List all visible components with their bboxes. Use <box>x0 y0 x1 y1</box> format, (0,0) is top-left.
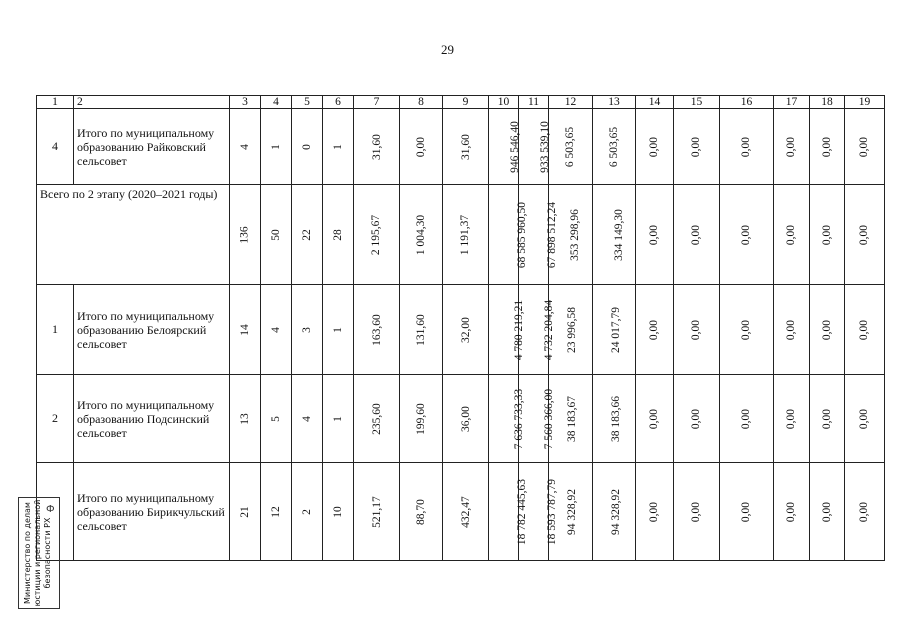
value-cell-col-19 <box>845 463 885 561</box>
value-cell-col-15-value: 0,00 <box>690 136 703 158</box>
value-cell-col-4-value: 5 <box>270 416 282 422</box>
value-cell-col-17-value: 0,00 <box>785 136 798 158</box>
value-cell-col-10-value: 68 585 960,50 <box>516 201 529 269</box>
value-cell-col-13 <box>593 185 636 285</box>
value-cell-col-6 <box>323 375 354 463</box>
value-cell-col-8 <box>400 185 443 285</box>
value-cell-col-9-value: 432,47 <box>459 496 472 528</box>
value-cell-col-16 <box>720 285 774 375</box>
value-cell-col-19-value: 0,00 <box>858 136 871 158</box>
municipality-name: Итого по муниципальному образованию Бирикчульский сельсовет <box>74 463 230 561</box>
header-cell-13: 13 <box>593 96 636 109</box>
value-cell-col-5-value: 2 <box>301 509 313 515</box>
value-cell-col-16-value: 0,00 <box>740 136 753 158</box>
value-cell-col-11 <box>519 109 549 185</box>
value-cell-col-7 <box>354 109 400 185</box>
header-cell-3: 3 <box>230 96 261 109</box>
value-cell-col-5 <box>292 109 323 185</box>
value-cell-col-15 <box>674 375 720 463</box>
value-cell-col-5-value: 22 <box>301 229 313 241</box>
value-cell-col-14 <box>636 185 674 285</box>
value-cell-col-7 <box>354 463 400 561</box>
table-row <box>37 285 885 375</box>
value-cell-col-8-value: 1 004,30 <box>415 214 427 256</box>
value-cell-col-16-value: 0,00 <box>740 224 753 246</box>
header-cell-2: 2 <box>74 96 230 109</box>
value-cell-col-15-value: 0,00 <box>690 501 703 523</box>
header-cell-5: 5 <box>292 96 323 109</box>
value-cell-col-18-value: 0,00 <box>821 136 833 158</box>
value-cell-col-13-value: 6 503,65 <box>608 126 620 168</box>
header-row <box>37 96 885 109</box>
value-cell-col-9-value: 31,60 <box>459 134 472 160</box>
value-cell-col-7-value: 163,60 <box>370 314 383 346</box>
value-cell-col-8-value: 0,00 <box>415 136 427 158</box>
value-cell-col-5-value: 0 <box>301 144 313 150</box>
value-cell-col-12-value: 353 298,96 <box>568 209 581 261</box>
value-cell-col-4-value: 4 <box>270 327 282 333</box>
value-cell-col-4-value: 50 <box>270 229 282 241</box>
value-cell-col-13-value: 94 328,92 <box>610 489 622 535</box>
stamp-text: Министерство по делам юстиции и региональной безопасности РХ <box>23 499 52 607</box>
header-cell-6: 6 <box>323 96 354 109</box>
value-cell-col-9-value: 32,00 <box>459 317 472 343</box>
value-cell-col-6 <box>323 463 354 561</box>
value-cell-col-7 <box>354 185 400 285</box>
value-cell-col-19-value: 0,00 <box>858 408 871 430</box>
value-cell-col-7 <box>354 375 400 463</box>
value-cell-col-19-value: 0,00 <box>858 501 871 523</box>
municipality-name: Итого по муниципальному образованию Белоярский сельсовет <box>74 285 230 375</box>
value-cell-col-15 <box>674 109 720 185</box>
value-cell-col-14-value: 0,00 <box>648 319 661 341</box>
value-cell-col-6-value: 28 <box>332 229 344 241</box>
value-cell-col-14 <box>636 463 674 561</box>
value-cell-col-14 <box>636 285 674 375</box>
value-cell-col-7 <box>354 285 400 375</box>
value-cell-col-4 <box>261 185 292 285</box>
header-cell-1: 1 <box>37 96 74 109</box>
value-cell-col-17-value: 0,00 <box>785 319 798 341</box>
value-cell-col-17 <box>774 185 810 285</box>
value-cell-col-4-value: 1 <box>270 144 282 150</box>
value-cell-col-18 <box>810 185 845 285</box>
value-cell-col-7-value: 2 195,67 <box>370 214 383 256</box>
page-number: 29 <box>441 42 454 57</box>
value-cell-col-19-value: 0,00 <box>858 224 871 246</box>
value-cell-col-9-value: 36,00 <box>459 406 472 432</box>
value-cell-col-19 <box>845 185 885 285</box>
value-cell-col-4-value: 12 <box>270 506 282 518</box>
value-cell-col-9 <box>443 375 489 463</box>
value-cell-col-13-value: 38 183,66 <box>610 396 622 442</box>
value-cell-col-3-value: 21 <box>239 506 251 518</box>
value-cell-col-3 <box>230 109 261 185</box>
header-cell-19: 19 <box>845 96 885 109</box>
value-cell-col-17 <box>774 463 810 561</box>
value-cell-col-3 <box>230 285 261 375</box>
value-cell-col-6-value: 1 <box>332 144 344 150</box>
value-cell-col-18-value: 0,00 <box>821 501 833 523</box>
value-cell-col-3 <box>230 463 261 561</box>
value-cell-col-15 <box>674 463 720 561</box>
value-cell-col-15 <box>674 285 720 375</box>
value-cell-col-13 <box>593 109 636 185</box>
table-row <box>37 109 885 185</box>
value-cell-col-18 <box>810 463 845 561</box>
header-cell-18: 18 <box>810 96 845 109</box>
value-cell-col-9 <box>443 185 489 285</box>
value-cell-col-14 <box>636 375 674 463</box>
value-cell-col-14-value: 0,00 <box>648 136 661 158</box>
header-cell-9: 9 <box>443 96 489 109</box>
value-cell-col-8 <box>400 109 443 185</box>
value-cell-col-9-value: 1 191,37 <box>459 214 472 256</box>
value-cell-col-6 <box>323 185 354 285</box>
value-cell-col-4 <box>261 463 292 561</box>
header-cell-4: 4 <box>261 96 292 109</box>
value-cell-col-15-value: 0,00 <box>690 408 703 430</box>
value-cell-col-7-value: 521,17 <box>370 496 383 528</box>
value-cell-col-12-value: 6 503,65 <box>564 126 577 168</box>
value-cell-col-8-value: 131,60 <box>415 314 427 346</box>
value-cell-col-3 <box>230 375 261 463</box>
value-cell-col-10 <box>489 185 529 285</box>
value-cell-col-10 <box>489 375 526 463</box>
value-cell-col-17 <box>774 285 810 375</box>
row-number: 1 <box>37 285 74 375</box>
value-cell-col-18 <box>810 375 845 463</box>
value-cell-col-5 <box>292 185 323 285</box>
value-cell-col-16 <box>720 109 774 185</box>
header-cell-7: 7 <box>354 96 400 109</box>
value-cell-col-16 <box>720 185 774 285</box>
value-cell-col-12 <box>549 109 593 185</box>
value-cell-col-9 <box>443 463 489 561</box>
value-cell-col-6-value: 10 <box>332 506 344 518</box>
value-cell-col-12-value: 94 328,92 <box>566 489 578 535</box>
value-cell-col-7-value: 31,60 <box>370 134 383 160</box>
municipality-name: Итого по муниципальному образованию Подсинский сельсовет <box>74 375 230 463</box>
value-cell-col-10 <box>489 285 526 375</box>
value-cell-col-14-value: 0,00 <box>648 501 661 523</box>
data-table <box>36 95 885 561</box>
value-cell-col-3 <box>230 185 261 285</box>
value-cell-col-13 <box>593 375 636 463</box>
value-cell-col-18 <box>810 109 845 185</box>
value-cell-col-5 <box>292 375 323 463</box>
header-cell-11: 11 <box>519 96 549 109</box>
value-cell-col-17-value: 0,00 <box>785 224 798 246</box>
value-cell-col-15 <box>674 185 720 285</box>
value-cell-col-3-value: 136 <box>239 226 251 244</box>
value-cell-col-19 <box>845 285 885 375</box>
value-cell-col-18-value: 0,00 <box>821 319 833 341</box>
value-cell-col-17 <box>774 375 810 463</box>
value-cell-col-6-value: 1 <box>332 327 344 333</box>
header-cell-14: 14 <box>636 96 674 109</box>
value-cell-col-19-value: 0,00 <box>858 319 871 341</box>
value-cell-col-16-value: 0,00 <box>740 319 753 341</box>
value-cell-col-9 <box>443 285 489 375</box>
value-cell-col-19 <box>845 375 885 463</box>
value-cell-col-8 <box>400 375 443 463</box>
value-cell-col-7-value: 235,60 <box>370 403 383 435</box>
value-cell-col-11-value: 7 560 366,00 <box>543 388 556 450</box>
value-cell-col-10-value: 7 636 733,33 <box>513 388 526 450</box>
value-cell-col-16 <box>720 463 774 561</box>
value-cell-col-9 <box>443 109 489 185</box>
value-cell-col-6 <box>323 285 354 375</box>
value-cell-col-8 <box>400 285 443 375</box>
row-number: 2 <box>37 375 74 463</box>
value-cell-col-12-value: 23 996,58 <box>566 307 578 353</box>
value-cell-col-3-value: 13 <box>239 413 251 425</box>
value-cell-col-15-value: 0,00 <box>690 224 703 246</box>
municipality-name: Итого по муниципальному образованию Райковский сельсовет <box>74 109 230 185</box>
value-cell-col-6-value: 1 <box>332 416 344 422</box>
header-cell-10: 10 <box>489 96 519 109</box>
value-cell-col-13-value: 334 149,30 <box>612 209 625 261</box>
value-cell-col-4 <box>261 375 292 463</box>
value-cell-col-14-value: 0,00 <box>648 408 661 430</box>
value-cell-col-18 <box>810 285 845 375</box>
value-cell-col-17-value: 0,00 <box>785 408 798 430</box>
value-cell-col-6 <box>323 109 354 185</box>
value-cell-col-11-value: 4 732 204,84 <box>543 299 556 361</box>
value-cell-col-10 <box>489 463 529 561</box>
total-row <box>37 185 885 285</box>
value-cell-col-3-value: 14 <box>239 324 251 336</box>
total-label: Всего по 2 этапу (2020–2021 годы) <box>37 185 230 285</box>
value-cell-col-19 <box>845 109 885 185</box>
value-cell-col-16-value: 0,00 <box>740 408 753 430</box>
value-cell-col-13-value: 24 017,79 <box>610 307 622 353</box>
value-cell-col-10 <box>489 109 519 185</box>
table-row <box>37 375 885 463</box>
header-cell-8: 8 <box>400 96 443 109</box>
value-cell-col-13 <box>593 463 636 561</box>
header-cell-16: 16 <box>720 96 774 109</box>
value-cell-col-8-value: 199,60 <box>415 403 427 435</box>
value-cell-col-5-value: 3 <box>301 327 313 333</box>
value-cell-col-11-value: 933 539,10 <box>538 121 551 173</box>
value-cell-col-8 <box>400 463 443 561</box>
value-cell-col-16-value: 0,00 <box>740 501 753 523</box>
value-cell-col-12-value: 38 183,67 <box>566 396 578 442</box>
value-cell-col-11-value: 18 593 787,79 <box>546 478 559 546</box>
value-cell-col-3-value: 4 <box>239 144 251 150</box>
value-cell-col-10-value: 18 782 445,63 <box>516 478 529 546</box>
row-number: 4 <box>37 109 74 185</box>
value-cell-col-15-value: 0,00 <box>690 319 703 341</box>
value-cell-col-18-value: 0,00 <box>821 224 833 246</box>
value-cell-col-5-value: 4 <box>301 416 313 422</box>
value-cell-col-4 <box>261 109 292 185</box>
value-cell-col-13 <box>593 285 636 375</box>
value-cell-col-17-value: 0,00 <box>785 501 798 523</box>
value-cell-col-5 <box>292 463 323 561</box>
value-cell-col-14 <box>636 109 674 185</box>
value-cell-col-16 <box>720 375 774 463</box>
value-cell-col-14-value: 0,00 <box>648 224 661 246</box>
value-cell-col-10-value: 946 546,40 <box>508 121 521 173</box>
header-cell-12: 12 <box>549 96 593 109</box>
value-cell-col-10-value: 4 780 219,21 <box>513 299 526 361</box>
stamp-mark: Ф <box>46 504 55 515</box>
table-row <box>37 463 885 561</box>
value-cell-col-18-value: 0,00 <box>821 408 833 430</box>
value-cell-col-5 <box>292 285 323 375</box>
value-cell-col-8-value: 88,70 <box>415 499 427 525</box>
header-cell-15: 15 <box>674 96 720 109</box>
value-cell-col-17 <box>774 109 810 185</box>
header-cell-17: 17 <box>774 96 810 109</box>
value-cell-col-4 <box>261 285 292 375</box>
value-cell-col-11-value: 67 898 512,24 <box>546 201 559 269</box>
